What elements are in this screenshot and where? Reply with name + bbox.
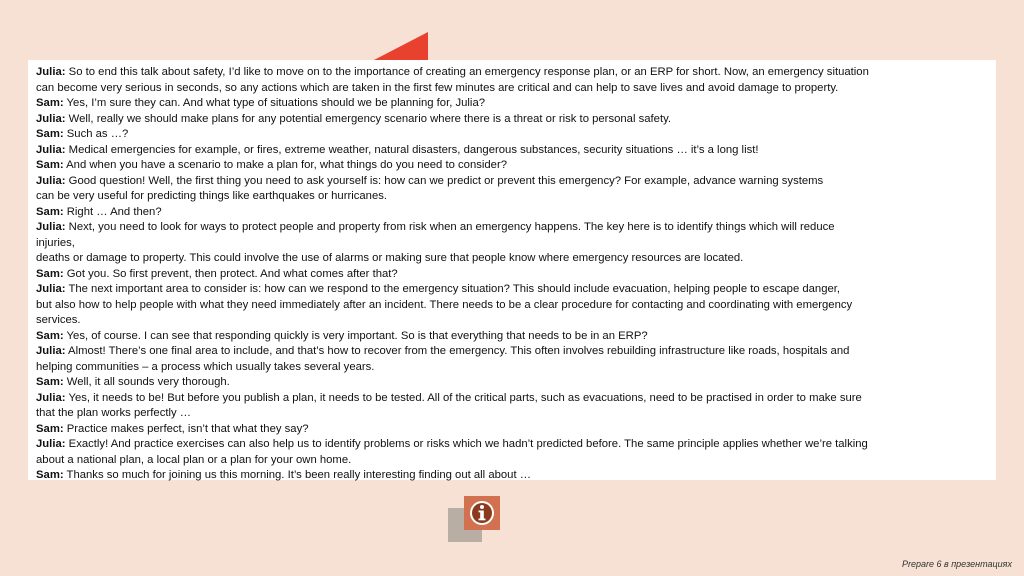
speaker-name: Sam: — [36, 267, 64, 280]
speaker-name: Sam: — [36, 329, 64, 342]
info-icon[interactable] — [464, 496, 500, 530]
transcript-line — [36, 313, 986, 329]
speaker-name: Sam: — [36, 469, 64, 481]
transcript-line — [36, 391, 986, 407]
line-text: Yes, I’m sure they can. And what type of situations should we be planning for, Julia? — [63, 97, 486, 109]
transcript-line — [36, 437, 986, 453]
transcript-line — [36, 422, 986, 438]
line-text: Good question! Well, the first thing you need to ask yourself is: how can we predict or prevent this emergency? For example, advance warning systems — [65, 174, 824, 187]
line-text: can be very useful for predicting things like earthquakes or hurricanes. — [36, 190, 388, 202]
transcript-line — [36, 127, 986, 143]
decorative-red-triangle — [374, 32, 428, 60]
speaker-name: Sam: — [36, 422, 64, 435]
speaker-name: Sam: — [36, 128, 64, 140]
speaker-name: Sam: — [36, 205, 64, 218]
speaker-name: Julia: — [36, 174, 66, 187]
transcript-line — [36, 360, 986, 376]
transcript-line — [36, 81, 986, 97]
transcript-line — [36, 468, 986, 484]
transcript-line — [36, 375, 986, 391]
line-text: Such as …? — [63, 128, 129, 140]
line-text: but also how to help people with what they need immediately after an incident. There needs to be a clear procedure for contacting and coordinating with emergency — [36, 298, 853, 311]
transcript-line — [36, 298, 986, 314]
speaker-name: Sam: — [36, 159, 64, 171]
line-text: Well, it all sounds very thorough. — [63, 376, 230, 388]
transcript-line — [36, 251, 986, 267]
line-text: that the plan works perfectly … — [36, 407, 192, 419]
transcript-line — [36, 220, 986, 236]
line-text: Got you. So first prevent, then protect. And what comes after that? — [63, 267, 398, 280]
transcript-line — [36, 112, 986, 128]
speaker-name: Julia: — [36, 345, 66, 357]
transcript-line — [36, 344, 986, 360]
line-text: injuries, — [36, 236, 75, 249]
speaker-name: Julia: — [36, 112, 66, 125]
line-text: Right … And then? — [63, 205, 162, 218]
speaker-name: Julia: — [36, 66, 66, 78]
line-text: Yes, of course. I can see that responding quickly is very important. So is that everything that needs to be in an ERP? — [63, 329, 648, 342]
transcript-line — [36, 158, 986, 174]
line-text: about a national plan, a local plan or a plan for your own home. — [36, 453, 352, 466]
line-text: Yes, it needs to be! But before you publish a plan, it needs to be tested. All of the critical parts, such as evacuations, need to be practised in order to make sure — [65, 391, 862, 404]
transcript-line — [36, 205, 986, 221]
speaker-name: Sam: — [36, 97, 64, 109]
footer-caption: Prepare 6 в презентациях — [902, 559, 1012, 569]
line-text: deaths or damage to property. This could involve the use of alarms or making sure that people know where emergency resources are located. — [36, 252, 744, 264]
line-text: services. — [36, 314, 81, 326]
line-text: Thanks so much for joining us this morning. It’s been really interesting finding out all about … — [63, 469, 532, 481]
line-text: Medical emergencies for example, or fires, extreme weather, natural disasters, dangerous substances, security situations … it’s a long list! — [65, 143, 759, 156]
speaker-name: Julia: — [36, 391, 66, 404]
line-text: Well, really we should make plans for any potential emergency scenario where there is a threat or risk to personal safety. — [65, 112, 672, 125]
transcript-line — [36, 65, 986, 81]
speaker-name: Julia: — [36, 438, 66, 450]
speaker-name: Julia: — [36, 283, 66, 295]
line-text: helping communities – a process which usually takes several years. — [36, 360, 375, 373]
transcript-line — [36, 453, 986, 469]
transcript-line — [36, 282, 986, 298]
transcript-line — [36, 329, 986, 345]
speaker-name: Sam: — [36, 376, 64, 388]
line-text: The next important area to consider is: how can we respond to the emergency situation? This should include evacuation, helping people to escape danger, — [65, 283, 841, 295]
transcript-line — [36, 406, 986, 422]
line-text: Next, you need to look for ways to protect people and property from risk when an emergency happens. The key here is to identify things which will reduce — [65, 221, 835, 233]
transcript-line — [36, 267, 986, 283]
info-button[interactable] — [448, 496, 502, 542]
line-text: So to end this talk about safety, I’d like to move on to the importance of creating an emergency response plan, or an ERP for short. Now, an emergency situation — [65, 66, 869, 78]
speaker-name: Julia: — [36, 221, 66, 233]
transcript-line — [36, 96, 986, 112]
line-text: can become very serious in seconds, so any actions which are taken in the first few minutes are critical and can help to save lives and avoid damage to property. — [36, 81, 839, 94]
transcript-line — [36, 174, 986, 190]
line-text: Practice makes perfect, isn’t that what they say? — [63, 422, 309, 435]
transcript-line — [36, 143, 986, 159]
transcript-line — [36, 236, 986, 252]
transcript-line — [36, 189, 986, 205]
line-text: Exactly! And practice exercises can also help us to identify problems or risks which we hadn’t predicted before. The same principle applies whether we’re talking — [65, 438, 868, 450]
line-text: Almost! There’s one final area to include, and that’s how to recover from the emergency. This often involves rebuilding infrastructure like roads, hospitals and — [65, 345, 850, 357]
line-text: And when you have a scenario to make a plan for, what things do you need to consider? — [63, 159, 508, 171]
transcript-box — [28, 60, 996, 480]
speaker-name: Julia: — [36, 143, 66, 156]
